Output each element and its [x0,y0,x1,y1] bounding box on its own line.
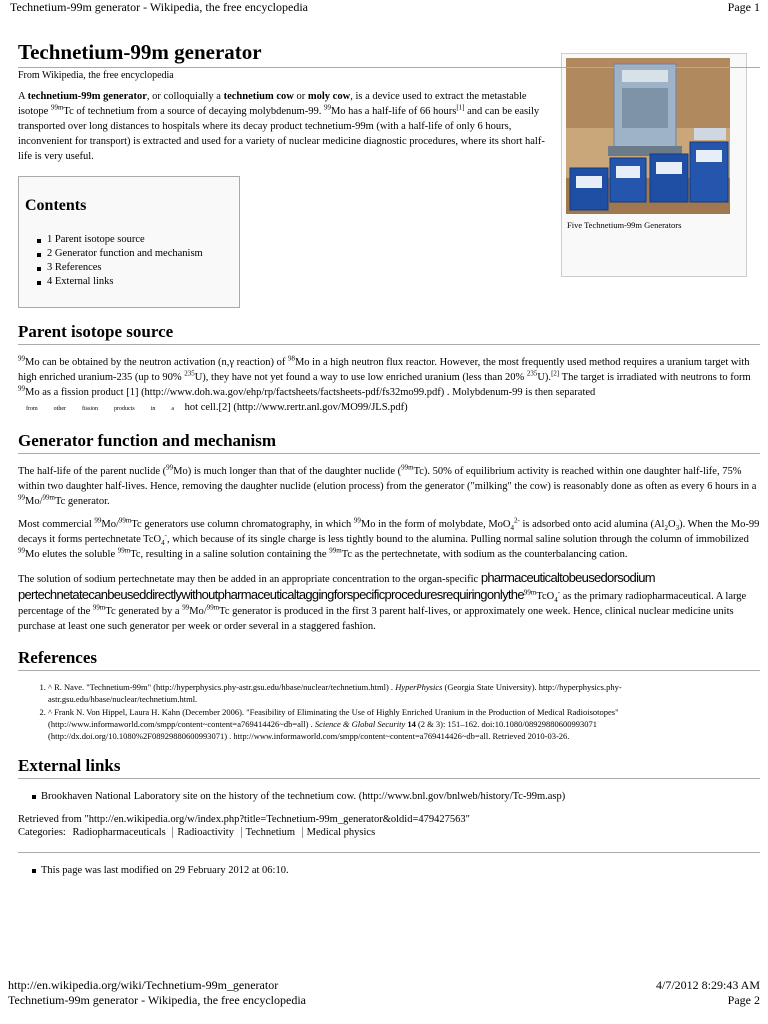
category-link-radioactivity[interactable]: Radioactivity [172,827,238,838]
print-footer-title: Technetium-99m generator - Wikipedia, the free encyclopedia [8,993,306,1007]
print-header-page: Page 1 [727,0,760,14]
citation-link[interactable]: [2] [551,369,560,378]
footer-info-list [18,863,760,878]
section-heading-external-links: External links [18,756,760,779]
category-link-radiopharmaceuticals[interactable]: Radiopharmaceuticals [72,827,166,838]
external-links-list [18,789,760,804]
site-sub: From Wikipedia, the free encyclopedia [18,70,174,81]
print-footer-url: http://en.wikipedia.org/wiki/Technetium-99m_generator [8,978,279,992]
references-list [18,681,760,742]
parent-isotope-paragraph: $^{99}$Mo can be obtained by the neutron activation (n,γ reaction) of $^{98}$Mo in a high neutron flux reactor. However, the most frequently used method requires a uranium target with high enriched uranium-235 (up to 90% $^{235}$U), they have not yet found a way to use low enriched uranium (less than 20% $^{235}$U).[2] The target is irradiated with neutrons to form $^{99}$Mo as a fission product [1] (http://www.doh.wa.gov/ehp/rp/factsheets/factsheets-pdf/fs32mo99.pdf) . Molybdenum-99 is then separated from other fission products in a hot cell.[2] (http://www.rertr.anl.gov/MO99/JLS.pdf) [18,354,751,413]
toc-item-generator-function[interactable]: 2 Generator function and mechanism [37,247,203,261]
footer-divider [18,852,760,853]
generator-paragraph-3: The solution of sodium pertechnetate may then be added in an appropriate concentration to the organ-specific pharmaceuticaltobeusedorsodium pertechnetatecanbeuseddirectlywithoutpharmaceuticaltaggingforspecificproceduresrequiringonlythe$^{99m}$TcO$_4$- as the primary radiopharmaceutical. A large percentage of the $^{99m}$Tc generated by a $^{99}$Mo/$^{99m}$Tc generator is produced in the first 3 parent half-lives, or approximately one week. Hence, clinical nuclear medicine units purchase at least one such generator per week or order several in a staggered fashion. [18,570,747,632]
page-title: Technetium-99m generator [18,40,760,68]
toc-title: Contents [25,197,87,214]
last-modified: This page was last modified on 29 February 2012 at 06:10. [32,863,760,878]
article-body [18,40,760,882]
section-heading-generator-function: Generator function and mechanism [18,431,760,454]
external-link-item[interactable]: Brookhaven National Laboratory site on the history of the technetium cow. (http://www.bnl.gov/bnlweb/history/Tc-99m.asp) [32,789,760,804]
print-header [0,0,768,14]
retrieved-from: Retrieved from "http://en.wikipedia.org/w/index.php?title=Technetium-99m_generator&oldid=479427563" [18,814,470,825]
image-caption: Five Technetium-99m Generators [567,220,682,230]
table-of-contents [18,176,240,308]
print-footer-page: Page 2 [727,993,760,1007]
lead-paragraph: A technetium-99m generator, or colloquially a technetium cow or moly cow, is a device used to extract the metastable isotope $^{99m}$Tc of technetium from a source of decaying molybdenum-99. $^{99}$Mo has a half-life of 66 hours[1] and can be easily transported over long distances to hospitals where its decay product technetium-99m (with a half-life of only 6 hours, inconvenient for transport) is extracted and used for a variety of nuclear medicine diagnostic procedures, where its short half-life is very useful. [18,91,545,162]
print-header-title: Technetium-99m generator - Wikipedia, the free encyclopedia [10,0,308,14]
toc-item-references[interactable]: 3 References [37,261,203,275]
generator-paragraph-1: The half-life of the parent nuclide ($^{99}$Mo) is much longer than that of the daughter nuclide ($^{99m}$Tc). 50% of equilibrium activity is reached within one daughter half-life, 75% within two daughter half-lives. Hence, removing the daughter nuclide (elution process) from the generator ("milking" the cow) is reasonably done as often as every 6 hours in a $^{99}$Mo/$^{99m}$Tc generator. [18,463,757,507]
reference-item-2: 2. ^ Frank N. Von Hippel, Laura H. Kahn (December 2006). "Feasibility of Eliminating the Use of Highly Enriched Uranium in the Production of Medical Radioisotopes" (http://www.informaworld.com/smpp/content~content=a769414426~db=all) . Science & Global Security 14 (2 & 3): 151–162. doi:10.1080/08929880600993071 (http://dx.doi.org/10.1080%2F08929880600993071) . http://www.informaworld.com/smpp/content~content=a769414426~db=all. Retrieved 2010-03-26. [48,706,760,742]
toc-list [37,233,203,289]
section-heading-references: References [18,648,760,671]
section-heading-parent-isotope: Parent isotope source [18,322,760,345]
generator-paragraph-2: Most commercial $^{99}$Mo/$^{99m}$Tc generators use column chromatography, in which $^{99}$Mo in the form of molybdate, MoO$_4^{2-}$ is adsorbed onto acid alumina $(Al_2O_3)$. When the Mo-99 decays it forms pertechnetate TcO$_4$-, which because of its single charge is less tightly bound to the alumina. Pulling normal saline solution through the column of immobilized $^{99}$Mo elutes the soluble $^{99m}$Tc, resulting in a saline solution containing the $^{99m}$Tc as the pertechnetate, with sodium as the counterbalancing cation. [18,516,760,560]
category-link-medical-physics[interactable]: Medical physics [302,827,380,838]
citation-link[interactable]: [1] [456,103,465,112]
toc-item-parent-isotope[interactable]: 1 Parent isotope source [37,233,203,247]
category-link-technetium[interactable]: Technetium [241,827,299,838]
categories-bar [18,827,760,838]
categories-label: Categories: [18,827,66,838]
print-footer-datetime: 4/7/2012 8:29:43 AM [655,978,760,992]
reference-item-1: 1. ^ R. Nave. "Technetium-99m" (http://hyperphysics.phy-astr.gsu.edu/hbase/nuclear/technetium.html) . HyperPhysics (Georgia State University). http://hyperphysics.phy-astr.gsu.edu/hbase/nuclear/technetium.html. [48,681,760,705]
toc-item-external-links[interactable]: 4 External links [37,275,203,289]
